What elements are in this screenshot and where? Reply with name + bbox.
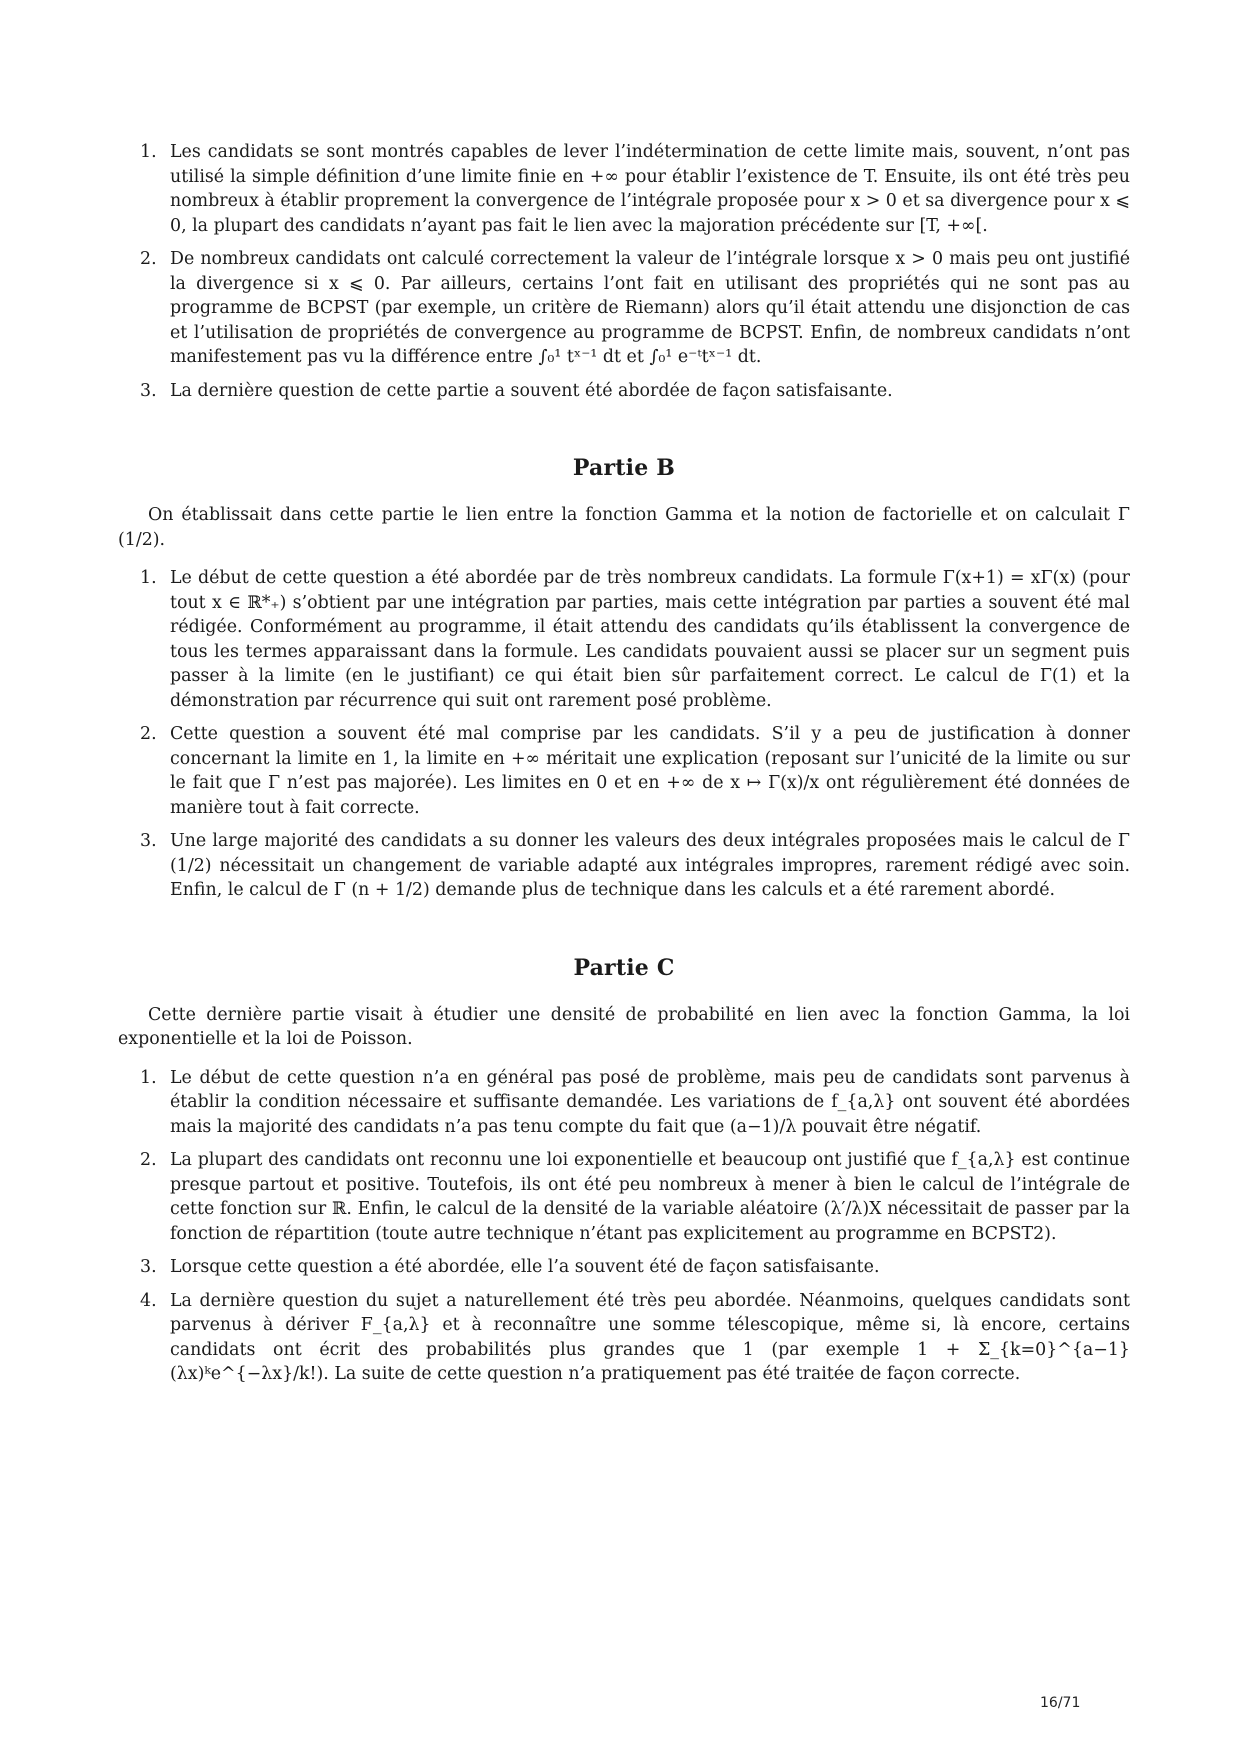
part-c-list [118, 1066, 1130, 1387]
list-item [118, 1289, 1130, 1387]
section-intro: Cette dernière partie visait à étudier une densité de probabilité en lien avec la fonction Gamma, la loi exponentielle et la loi de Poisson. [118, 1004, 1130, 1049]
item-text: La dernière question de cette partie a souvent été abordée de façon satisfaisante. [170, 380, 893, 401]
part-b-list [118, 566, 1130, 903]
item-text: Une large majorité des candidats a su donner les valeurs des deux intégrales proposées mais le calcul de Γ (1/2) nécessitait un changement de variable adapté aux intégrales impropres, rarement rédigé avec soin. Enfin, le calcul de Γ (n + 1/2) demande plus de technique dans les calculs et a été rarement abordé. [170, 831, 1130, 900]
list-item [118, 1148, 1130, 1246]
item-number: 1. [140, 568, 157, 588]
item-text: La plupart des candidats ont reconnu une loi exponentielle et beaucoup ont justifié que f_{a,λ} est continue presque partout et positive. Toutefois, ils ont été peu nombreux à mener à bien le calcul de l’intégrale de cette fonction sur ℝ. Enfin, le calcul de la densité de la variable aléatoire (λ′/λ)X nécessitait de passer par la fonction de répartition (toute autre technique n’étant pas explicitement au programme en BCPST2). [170, 1150, 1130, 1244]
item-number: 1. [140, 1067, 157, 1088]
item-number: 1. [140, 142, 157, 162]
item-text: Les candidats se sont montrés capables de lever l’indétermination de cette limite mais, souvent, n’ont pas utilisé la simple définition d’une limite finie en +∞ pour établir l’existence de T. Ensuite, ils ont été très peu nombreux à établir proprement la convergence de l’intégrale proposée pour x > 0 et sa divergence pour x ⩽ 0, la plupart des candidats n’ayant pas fait le lien avec la majoration précédente sur [T, +∞[. [170, 142, 1130, 236]
section-intro: On établissait dans cette partie le lien entre la fonction Gamma et la notion de factorielle et on calculait Γ (1/2). [118, 505, 1130, 550]
list-item [118, 379, 1130, 404]
item-number: 2. [140, 724, 157, 744]
item-text: Cette question a souvent été mal comprise par les candidats. S’il y a peu de justification à donner concernant la limite en 1, la limite en +∞ méritait une explication (reposant sur l’unicité de la limite ou sur le fait que Γ n’est pas majorée). Les limites en 0 et en +∞ de x ↦ Γ(x)/x ont régulièrement été données de manière tout à fait correcte. [170, 724, 1130, 818]
report-page [118, 140, 1130, 1396]
section-heading-partie-b: Partie B [572, 455, 676, 481]
section-heading-partie-c: Partie C [573, 954, 675, 981]
list-item [118, 829, 1130, 903]
item-text: La dernière question du sujet a naturellement été très peu abordée. Néanmoins, quelques candidats sont parvenus à dériver F_{a,λ} et à reconnaître une somme télescopique, même si, là encore, certains candidats ont écrit des probabilités plus grandes que 1 (par exemple 1 + Σ_{k=0}^{a−1} (λx)ᵏe^{−λx}/k!). La suite de cette question n’a pratiquement pas été traitée de façon correcte. [170, 1290, 1130, 1384]
list-item [118, 247, 1130, 370]
list-item [118, 1255, 1130, 1280]
list-item [118, 722, 1130, 820]
list-item [118, 1066, 1130, 1140]
item-text: Le début de cette question a été abordée par de très nombreux candidats. La formule Γ(x+1) = xΓ(x) (pour tout x ∈ ℝ*₊) s’obtient par une intégration par parties, mais cette intégration par parties a souvent été mal rédigée. Conformément au programme, il était attendu des candidats qu’ils établissent la convergence de tous les termes apparaissant dans la formule. Les candidats pouvaient aussi se placer sur un segment puis passer à la limite (en le justifiant) ce qui était bien sûr parfaitement correct. Le calcul de Γ(1) et la démonstration par récurrence qui suit ont rarement posé problème. [170, 568, 1130, 711]
list-item [118, 140, 1130, 238]
item-number: 3. [140, 831, 157, 851]
list-item [118, 566, 1130, 713]
item-text: Le début de cette question n’a en général pas posé de problème, mais peu de candidats sont parvenus à établir la condition nécessaire et suffisante demandée. Les variations de f_{a,λ} ont souvent été abordées mais la majorité des candidats n’a pas tenu compte du fait que (a−1)/λ pouvait être négatif. [170, 1067, 1130, 1137]
item-number: 3. [140, 1257, 157, 1277]
page-number: 16/71 [1040, 1695, 1081, 1711]
item-number: 2. [140, 1150, 157, 1170]
item-number: 4. [140, 1290, 157, 1311]
item-number: 3. [140, 380, 157, 401]
item-text: Lorsque cette question a été abordée, elle l’a souvent été de façon satisfaisante. [170, 1257, 880, 1277]
item-number: 2. [140, 249, 157, 269]
item-text: De nombreux candidats ont calculé correctement la valeur de l’intégrale lorsque x > 0 mais peu ont justifié la divergence si x ⩽ 0. Par ailleurs, certains l’ont fait en utilisant des propriétés qui ne sont pas au programme de BCPST (par exemple, un critère de Riemann) alors qu’il était attendu une disjonction de cas et l’utilisation de propriétés de convergence au programme de BCPST. Enfin, de nombreux candidats n’ont manifestement pas vu la différence entre ∫₀¹ tˣ⁻¹ dt et ∫₀¹ e⁻ᵗtˣ⁻¹ dt. [170, 249, 1130, 367]
part-a-list [118, 140, 1130, 403]
